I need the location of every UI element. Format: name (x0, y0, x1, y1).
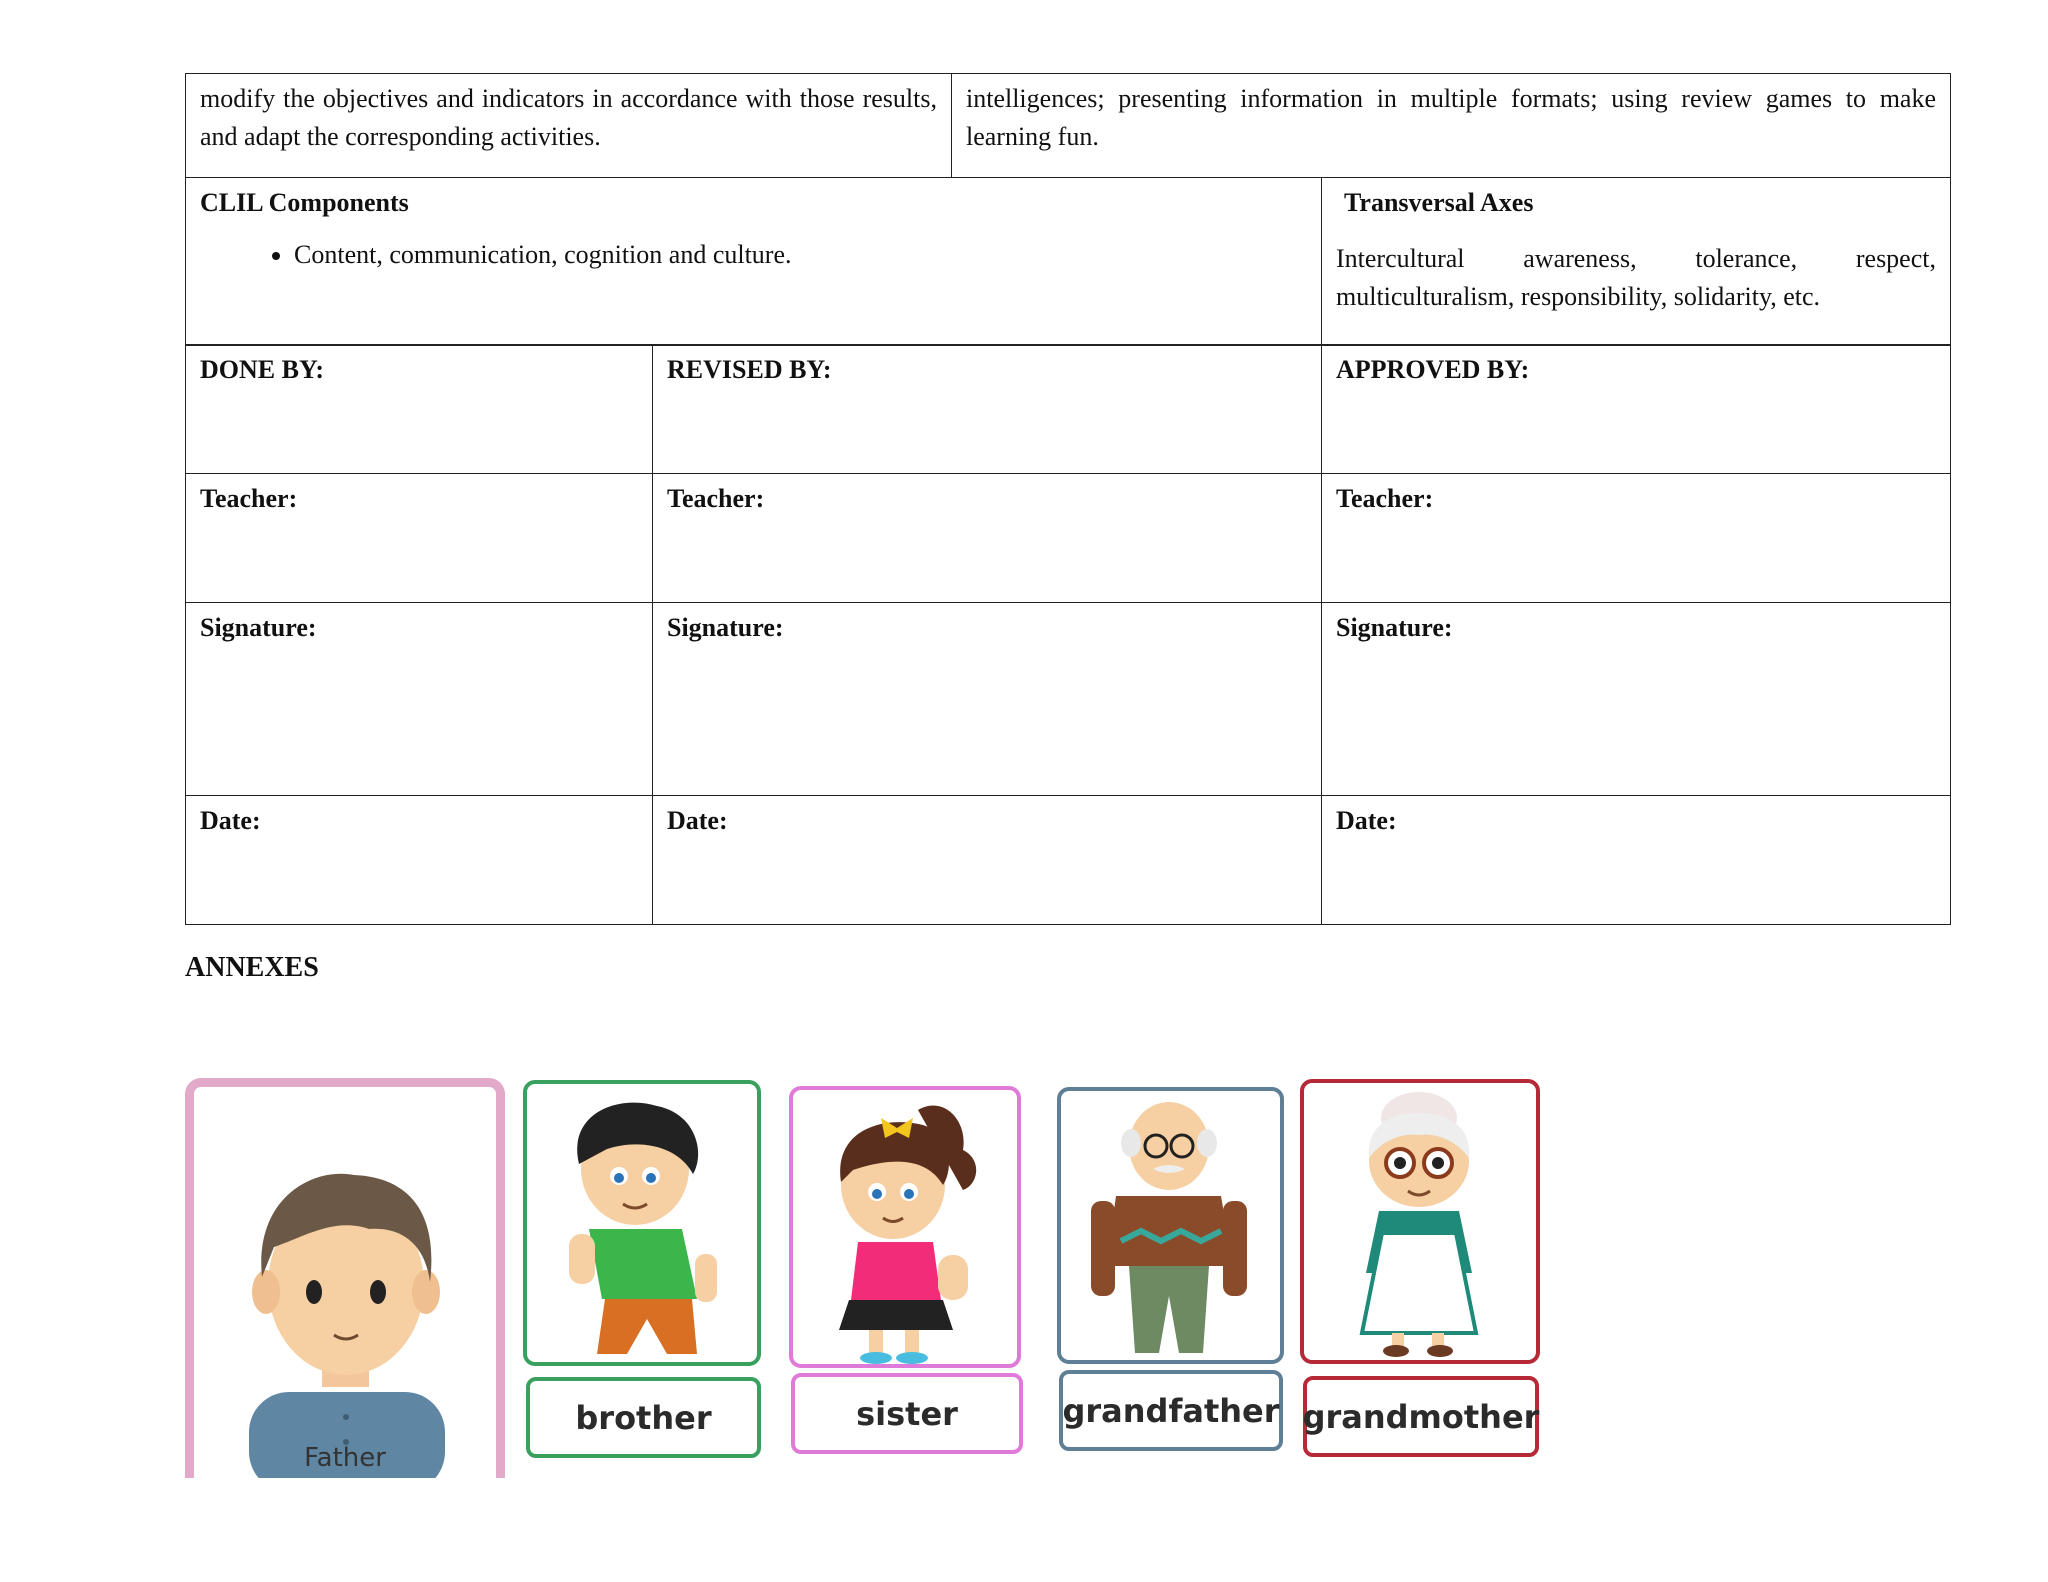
grandmother-label: grandmother (1303, 1376, 1539, 1457)
date-label: Date: (1322, 796, 1951, 925)
signoff-table (185, 344, 1951, 925)
clil-list (200, 236, 1307, 274)
revised-by-header: REVISED BY: (653, 345, 1322, 474)
signature-label: Signature: (186, 603, 653, 796)
adaptation-cell: modify the objectives and indicators in accordance with those results, and adapt the corresponding activities. (186, 74, 952, 178)
done-by-header: DONE BY: (186, 345, 653, 474)
brother-illustration (527, 1084, 757, 1362)
brother-label: brother (526, 1377, 761, 1458)
clil-bullet: • Content, communication, cognition and culture. (294, 236, 1307, 274)
axes-text: Intercultural awareness, tolerance, respect, multiculturalism, responsibility, solidarity, etc. (1336, 244, 1936, 311)
date-label: Date: (186, 796, 653, 925)
clil-title: CLIL Components (200, 188, 409, 217)
signature-label: Signature: (653, 603, 1322, 796)
father-card (185, 1078, 505, 1478)
father-label: Father (304, 1443, 386, 1473)
sister-label: sister (791, 1373, 1023, 1454)
strategies-table (185, 73, 1951, 178)
signature-label: Signature: (1322, 603, 1951, 796)
approved-by-header: APPROVED BY: (1322, 345, 1951, 474)
clil-table (185, 177, 1951, 346)
grandfather-card (1057, 1087, 1284, 1364)
grandmother-illustration (1304, 1083, 1536, 1360)
teacher-label: Teacher: (1322, 474, 1951, 603)
clil-cell (186, 178, 1322, 346)
father-illustration (194, 1087, 496, 1478)
annexes-heading: ANNEXES (185, 952, 319, 983)
sister-illustration (793, 1090, 1017, 1364)
grandfather-label: grandfather (1059, 1370, 1283, 1451)
teacher-label: Teacher: (186, 474, 653, 603)
grandmother-card (1300, 1079, 1540, 1364)
strategies-cell: intelligences; presenting information in multiple formats; using review games to make learning fun. (952, 74, 1951, 178)
grandfather-illustration (1061, 1091, 1280, 1360)
family-flashcards (185, 1070, 1540, 1473)
brother-card (523, 1080, 761, 1366)
teacher-label: Teacher: (653, 474, 1322, 603)
axes-cell (1322, 178, 1951, 346)
date-label: Date: (653, 796, 1322, 925)
axes-title: Transversal Axes (1344, 188, 1534, 217)
sister-card (789, 1086, 1021, 1368)
